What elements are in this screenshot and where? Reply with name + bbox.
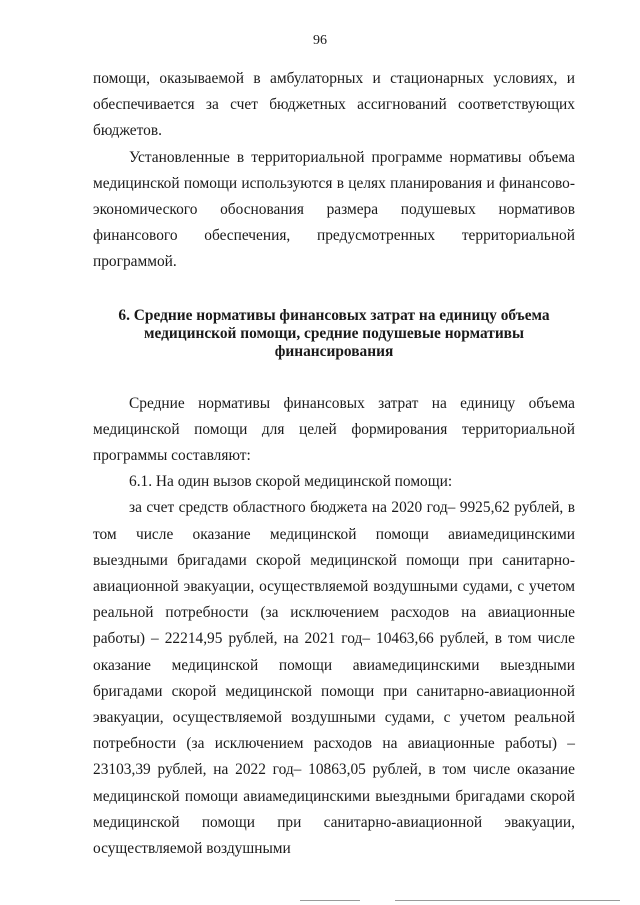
paragraph-item-heading: 6.1. На один вызов скорой медицинской помощи: [129,473,453,491]
section-heading-line: медицинской помощи, средние подушевые нормативы [143,324,525,342]
section-heading-line: финансирования [274,342,394,360]
paragraph-continuation: помощи, оказываемой в амбулаторных и стационарных условиях, и обеспечивается за счет бюджетных ассигнований соответствующих бюджетов. [93,70,575,140]
section-heading-line: 6. Средние нормативы финансовых затрат на единицу объема [118,306,550,324]
paragraph-norms-usage: Установленные в территориальной программе нормативы объема медицинской помощи используются в целях планирования и финансово-экономического обоснования размера подушевых нормативов финансового обеспечения, предусмотренных территориальной программой. [93,148,575,271]
section-heading [93,307,575,361]
scan-artifact-line [300,900,360,901]
paragraph-item-detail: за счет средств областного бюджета на 2020 год– 9925,62 рублей, в том числе оказание медицинской помощи авиамедицинскими выездными бригадами скорой медицинской помощи при санитарно-авиационной эвакуации, осуществляемой воздушными судами, с учетом реальной потребности (за исключением расходов на авиационные работы) – 22214,95 рублей, на 2021 год– 10463,66 рублей, в том числе оказание медицинской помощи авиамедицинскими выездными бригадами скорой медицинской помощи при санитарно-авиационной эвакуации, осуществляемой воздушными судами, с учетом реальной потребности (за исключением расходов на авиационные работы) – 23103,39 рублей, на 2022 год– 10863,05 рублей, в том числе оказание медицинской помощи авиамедицинскими выездными бригадами скорой медицинской помощи при санитарно-авиационной эвакуации, осуществляемой воздушными [93,499,575,858]
document-body [93,66,575,862]
paragraph-intro: Средние нормативы финансовых затрат на единицу объема медицинской помощи для целей формирования территориальной программы составляют: [93,394,575,465]
scan-artifact-line [395,900,620,901]
page-number: 96 [313,33,327,48]
